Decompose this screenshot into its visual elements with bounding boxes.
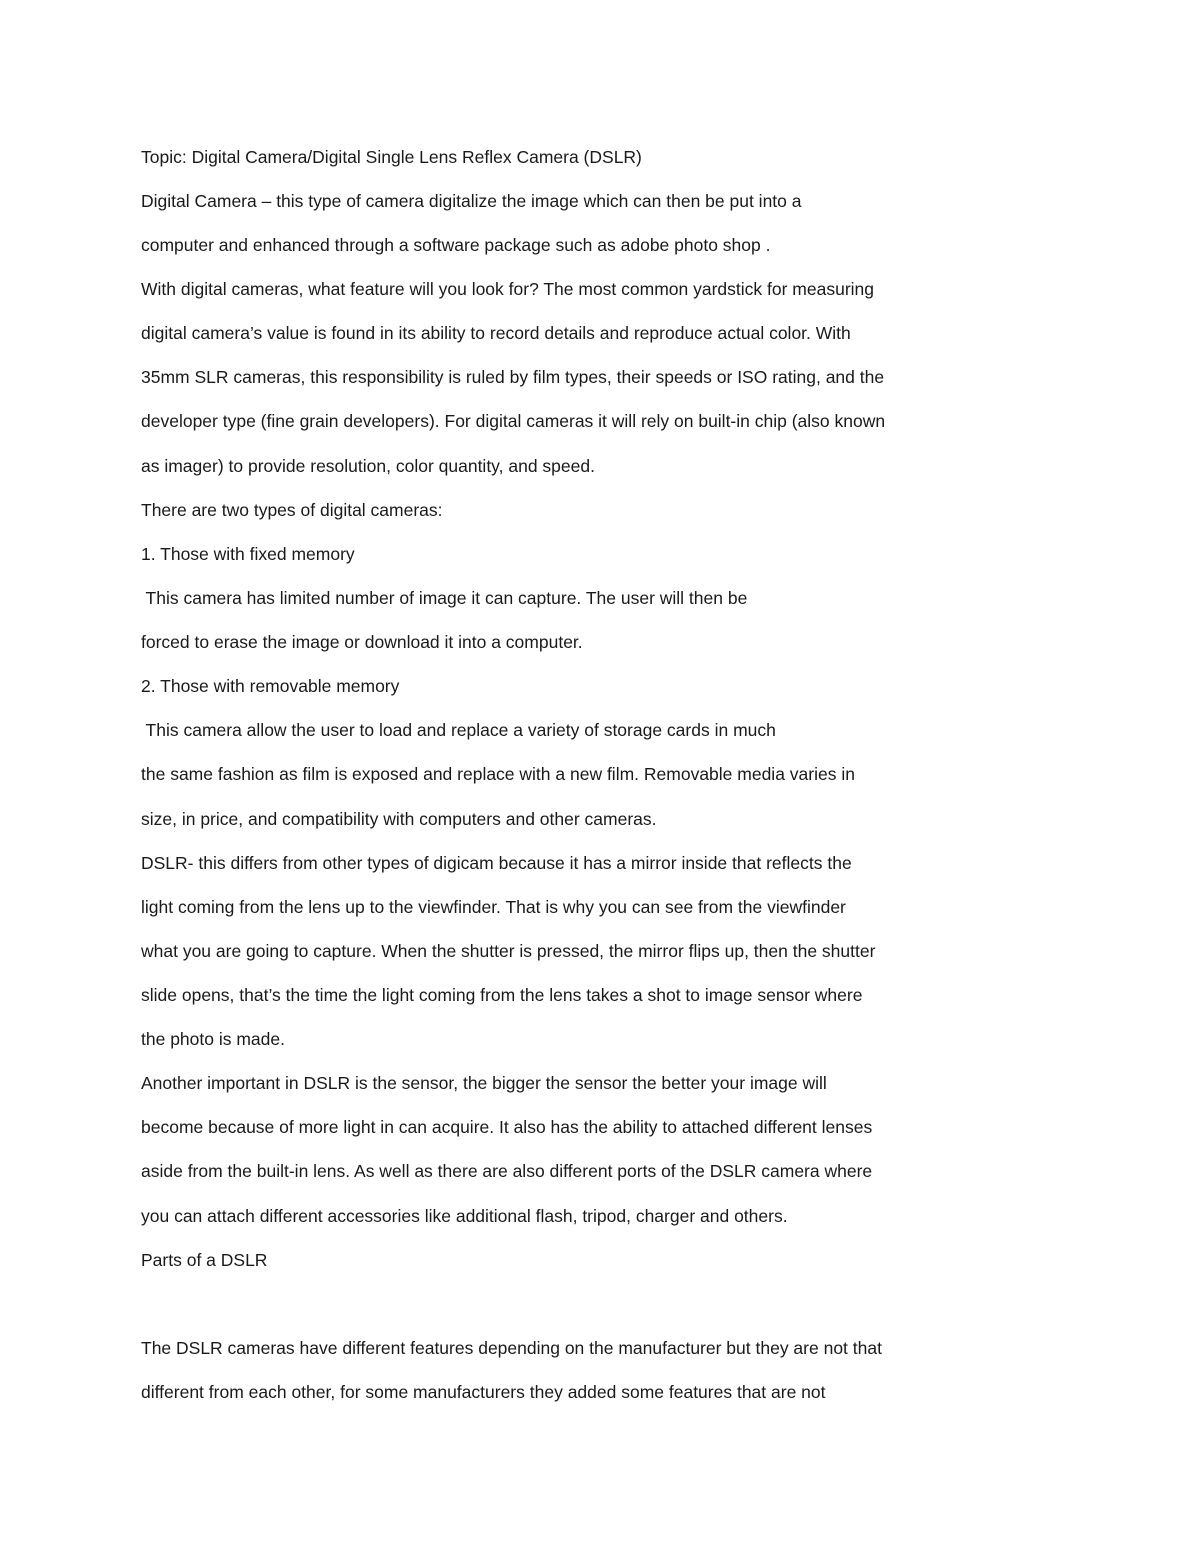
text-line: Another important in DSLR is the sensor, the bigger the sensor the better your image will [141,1073,827,1093]
text-line: This camera has limited number of image it can capture. The user will then be [141,588,748,608]
text-line: Digital Camera – this type of camera digitalize the image which can then be put into a [141,191,802,211]
text-line: what you are going to capture. When the shutter is pressed, the mirror flips up, then the shutter [141,941,876,961]
text-line: light coming from the lens up to the viewfinder. That is why you can see from the viewfinder [141,897,846,917]
text-line: With digital cameras, what feature will you look for? The most common yardstick for measuring [141,279,875,299]
text-line: The DSLR cameras have different features depending on the manufacturer but they are not that [141,1338,882,1358]
text-line: 35mm SLR cameras, this responsibility is ruled by film types, their speeds or ISO rating, and the [141,367,885,387]
text-line: become because of more light in can acquire. It also has the ability to attached different lenses [141,1117,873,1137]
text-line: This camera allow the user to load and replace a variety of storage cards in much [141,720,776,740]
text-line: the photo is made. [141,1029,285,1049]
text-line: developer type (fine grain developers). For digital cameras it will rely on built-in chip (also known [141,411,886,431]
text-line: forced to erase the image or download it into a computer. [141,632,583,652]
text-line: different from each other, for some manufacturers they added some features that are not [141,1382,826,1402]
section-heading: Parts of a DSLR [141,1250,268,1270]
text-line: DSLR- this differs from other types of digicam because it has a mirror inside that reflects the [141,853,852,873]
list-item-heading: 1. Those with fixed memory [141,544,355,564]
text-line: There are two types of digital cameras: [141,500,443,520]
text-line: slide opens, that’s the time the light coming from the lens takes a shot to image sensor where [141,985,863,1005]
list-item-heading: 2. Those with removable memory [141,676,400,696]
text-line: aside from the built-in lens. As well as there are also different ports of the DSLR camera where [141,1161,873,1181]
text-line: the same fashion as film is exposed and replace with a new film. Removable media varies in [141,764,855,784]
text-line: size, in price, and compatibility with computers and other cameras. [141,809,657,829]
topic-heading: Topic: Digital Camera/Digital Single Lens Reflex Camera (DSLR) [141,147,642,167]
text-line: computer and enhanced through a software package such as adobe photo shop . [141,235,771,255]
text-line: you can attach different accessories like additional flash, tripod, charger and others. [141,1206,788,1226]
text-line: as imager) to provide resolution, color quantity, and speed. [141,456,595,476]
text-line: digital camera’s value is found in its ability to record details and reproduce actual color. With [141,323,851,343]
